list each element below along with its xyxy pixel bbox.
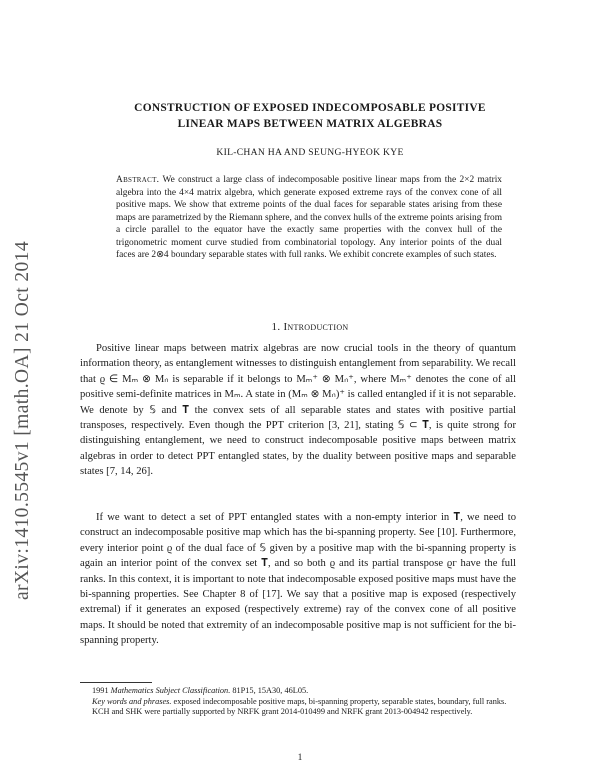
authors: KIL-CHAN HA AND SEUNG-HYEOK KYE bbox=[216, 147, 404, 158]
paragraph-text: Positive linear maps between matrix algebras are now crucial tools in the theory of quantum information theory, as entanglement witnesses to distinguish entanglement from separability. We recall that ϱ ∈ Mₘ ⊗ Mₙ is separable if it belongs to Mₘ⁺ ⊗ Mₙ⁺, where Mₘ⁺ denotes the cone of all positive semi-definite matrices in Mₘ. A state in (Mₘ ⊗ Mₙ)⁺ is called entangled if it is not separable. We denote by 𝕊 and 𝐓 the convex sets of all separable states and states with positive partial transposes, respectively. Even though the PPT criterion [3, 21], stating 𝕊 ⊂ 𝐓, is quite strong for distinguishing entanglement, we need to construct indecomposable positive maps between matrix algebras in order to detect PPT entangled states, by the duality between positive maps and separable states [7, 14, 26]. bbox=[80, 343, 516, 478]
title-line-1: CONSTRUCTION OF EXPOSED INDECOMPOSABLE POSITIVE bbox=[134, 102, 486, 114]
msc-label: Mathematics Subject Classification. bbox=[110, 686, 231, 695]
footnote-rule bbox=[80, 682, 152, 683]
footnote-msc bbox=[80, 686, 516, 697]
title-line-2: LINEAR MAPS BETWEEN MATRIX ALGEBRAS bbox=[177, 118, 443, 130]
msc-year: 1991 bbox=[92, 686, 109, 695]
footnote-funding: KCH and SHK were partially supported by NRFK grant 2014-010499 and NRFK grant 2013-004942 respectively. bbox=[92, 707, 473, 716]
abstract bbox=[116, 174, 502, 262]
footnote-keywords bbox=[80, 697, 516, 708]
abstract-text: We construct a large class of indecomposable positive linear maps from the 2×2 matrix algebra into the 4×4 matrix algebra, which generate exposed extreme rays of the convex cone of all positive maps. We show that extreme points of the dual faces for separable states arising from these maps are parametrized by the Riemann sphere, and the convex hulls of the extreme points arising from a circle parallel to the equator have the exactly same properties with the convex hull of the trigonometric moment curve studied from combinatorial topology. Any interior points of the dual faces are 2⊗4 boundary separable states with full ranks. We exhibit concrete examples of such states. bbox=[116, 175, 502, 260]
section-heading bbox=[60, 321, 560, 333]
footnotes bbox=[80, 686, 516, 718]
intro-paragraph-2 bbox=[80, 510, 516, 649]
page-number: 1 bbox=[297, 753, 303, 763]
section-title: Introduction bbox=[283, 321, 349, 333]
abstract-label: Abstract. bbox=[116, 175, 160, 185]
keywords-text: exposed indecomposable positive maps, bi-spanning property, separable states, boundary, full ranks. bbox=[173, 696, 507, 706]
paragraph-text: If we want to detect a set of PPT entangled states with a non-empty interior in 𝐓, we need to construct an indecomposable positive map which has the bi-spanning property. See [10]. Furthermore, every interior point ϱ of the dual face of 𝕊 given by a positive map with the bi-spanning property is again an interior point of the convex set 𝐓, and so both ϱ and its partial transpose ϱᴦ have the full ranks. In this context, it is important to note that indecomposable exposed positive maps must have the bi-spanning properties. See Chapter 8 of [17]. We say that a positive map is exposed (respectively extremal) if it generates an exposed (respectively extreme) ray of the convex cone of all positive maps. It should be noted that extremity of an indecomposable positive map is not sufficient for the bi-spanning property. bbox=[80, 512, 516, 647]
paper-title bbox=[60, 100, 560, 132]
intro-paragraph-1 bbox=[80, 341, 516, 480]
msc-codes: 81P15, 15A30, 46L05. bbox=[232, 686, 309, 695]
section-number: 1. bbox=[271, 321, 281, 333]
keywords-label: Key words and phrases. bbox=[92, 696, 172, 706]
arxiv-identifier[interactable]: arXiv:1410.5545v1 [math.OA] 21 Oct 2014 bbox=[12, 241, 33, 600]
